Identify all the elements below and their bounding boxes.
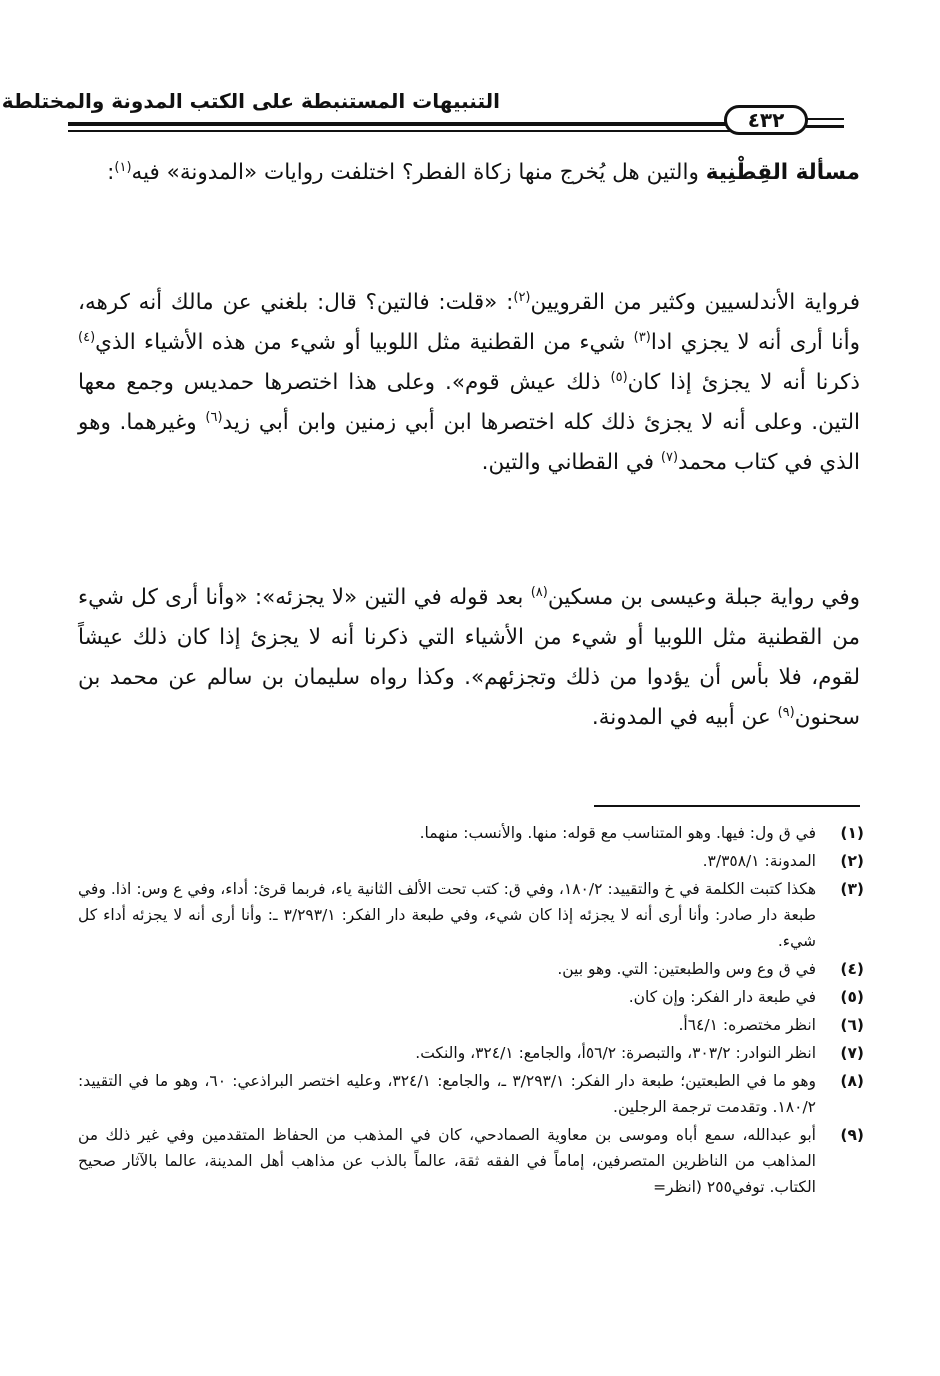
paragraph-1-text: والتين هل يُخرج منها زكاة الفطر؟ اختلفت روايات «المدونة» فيه: [131, 160, 706, 185]
header-rule-thick: [68, 122, 730, 126]
footnote-item: [78, 1040, 864, 1066]
issue-heading: مسألة القِطْنِية: [705, 160, 860, 185]
footnotes: [78, 820, 864, 1202]
paragraph-2-text-e: ذلك عيش قوم». وعلى هذا اختصرها حمديس وجمع معها التين. وعلى أنه لا يجزئ ذلك كله اختصرها ابن أبي زمنين وابن أبي زيد: [78, 370, 861, 435]
paragraph-3-text-b: بعد قوله في التين «لا يجزئه»: «وأنا أرى كل شيء من القطنية مثل اللوبيا أو شيء من الأشياء التي ذكرنا أنه لا يجزئ إذا كان ذلك عيشاً لقوم، فلا بأس أن يؤدوا من ذلك وتجزئهم». وكذا رواه سليمان بن سالم عن محمد بن سحنون: [78, 585, 860, 730]
paragraph-2-text-a: فرواية الأندلسيين وكثير من القرويين: [530, 290, 860, 315]
footnote-text: أبو عبدالله، سمع أباه وموسى بن معاوية الصمادحي، كان في المذهب من الحفاظ المتقدمين وفي غير ذلك من المذاهب من الناظرين المتصرفين، إماماً في الفقه ثقة، عالماً بالذب عن مذاهب أهل المدينة، عالما بالآثار صحيح الكتاب. توفي٢٥٥ (انظر=: [78, 1126, 816, 1196]
footnote-ref-4: (٤): [78, 329, 96, 345]
footnote-number: (٣): [840, 880, 864, 898]
paragraph-2-text-c: شيء من القطنية مثل اللوبيا أو شيء من هذه الأشياء الذي: [95, 330, 634, 355]
footnote-number: (١): [840, 824, 864, 842]
paragraph-2-text-g: في القطاني والتين.: [481, 450, 661, 475]
footnote-item: [78, 876, 864, 954]
footnote-text: انظر النوادر: ٣٠٣/٢، والتبصرة: ٥٦/٢أ، والجامع: ٣٢٤/١، والنكت.: [415, 1044, 816, 1062]
footnote-ref-6: (٦): [205, 409, 223, 425]
footnote-ref-3: (٣): [633, 329, 651, 345]
footnote-ref-1: (١): [114, 159, 132, 175]
footnote-ref-5: (٥): [610, 369, 628, 385]
footnote-item: [78, 984, 864, 1010]
footnote-text: المدونة: ٣/٣٥٨/١.: [702, 852, 816, 870]
footnote-item: [78, 956, 864, 982]
footnote-ref-8: (٨): [530, 584, 548, 600]
footnote-item: [78, 1012, 864, 1038]
header-rule-thin: [68, 130, 730, 132]
footnote-item: [78, 820, 864, 846]
footnote-ref-9: (٩): [777, 704, 795, 720]
paragraph-2-text-f: وغيرهما. وهو الذي في كتاب محمد: [78, 410, 860, 475]
footnote-number: (٩): [840, 1126, 864, 1144]
running-header-title: التنبيهات المستنبطة على الكتب المدونة والمختلطة: [1, 89, 500, 113]
footnote-number: (٧): [840, 1044, 864, 1062]
paragraph-1: [78, 153, 860, 193]
paragraph-2: [78, 283, 860, 483]
footnote-text: وهو ما في الطبعتين؛ طبعة دار الفكر: ٣/٢٩٣/١ ـ، والجامع: ٣٢٤/١، وعليه اختصر البراذعي: ٦٠، وهو ما في التقييد: ١٨٠/٢. وتقدمت ترجمة الرجلين.: [78, 1072, 817, 1116]
header-rule-right-top: [806, 118, 844, 120]
paragraph-2-text-b: : «قلت: فالتين؟ قال: بلغني عن مالك أنه كرهه، وأنا أرى أنه لا يجزي ادا: [78, 290, 860, 355]
footnote-text: في ق وع وس والطبعتين: التي. وهو بين.: [557, 960, 816, 978]
footnote-text: في طبعة دار الفكر: وإن كان.: [628, 988, 816, 1006]
paragraph-3-text-a: وفي رواية جبلة وعيسى بن مسكين: [547, 585, 860, 610]
paragraph-3-text-c: عن أبيه في المدونة.: [591, 705, 778, 730]
page-number: ٤٣٢: [724, 105, 808, 135]
footnote-ref-2: (٢): [513, 289, 531, 305]
paragraph-1-end: :: [107, 160, 115, 185]
footnote-text: انظر مختصره: ٦٤/١أ.: [678, 1016, 816, 1034]
footnote-item: [78, 1068, 864, 1120]
footnote-text: هكذا كتبت الكلمة في خ والتقييد: ١٨٠/٢، وفي ق: كتب تحت الألف الثانية ياء، فربما قرئ: أداء، وفي ع وس: اذا. وفي طبعة دار صادر: وأنا أرى أنه لا يجزئه إذا كان شيء، وفي طبعة دار الفكر: ٣/٢٩٣/١ ـ: وأنا أرى أنه لا يجزئه أداء كل شيء.: [78, 880, 816, 950]
footnote-number: (٤): [840, 960, 864, 978]
footnote-item: [78, 1122, 864, 1200]
header-rule-right-bottom: [806, 125, 844, 128]
footnote-number: (٦): [840, 1016, 864, 1034]
paragraph-2-text-d: ذكرنا أنه لا يجزئ إذا كان: [627, 370, 860, 395]
footnote-number: (٨): [840, 1072, 864, 1090]
footnote-ref-7: (٧): [660, 449, 679, 465]
footnote-separator: [594, 805, 860, 807]
footnote-number: (٥): [840, 988, 864, 1006]
paragraph-3: [78, 578, 860, 738]
footnote-number: (٢): [840, 852, 864, 870]
footnote-item: [78, 848, 864, 874]
footnote-text: في ق ول: فيها. وهو المتناسب مع قوله: منها. والأنسب: منهما.: [419, 824, 816, 842]
